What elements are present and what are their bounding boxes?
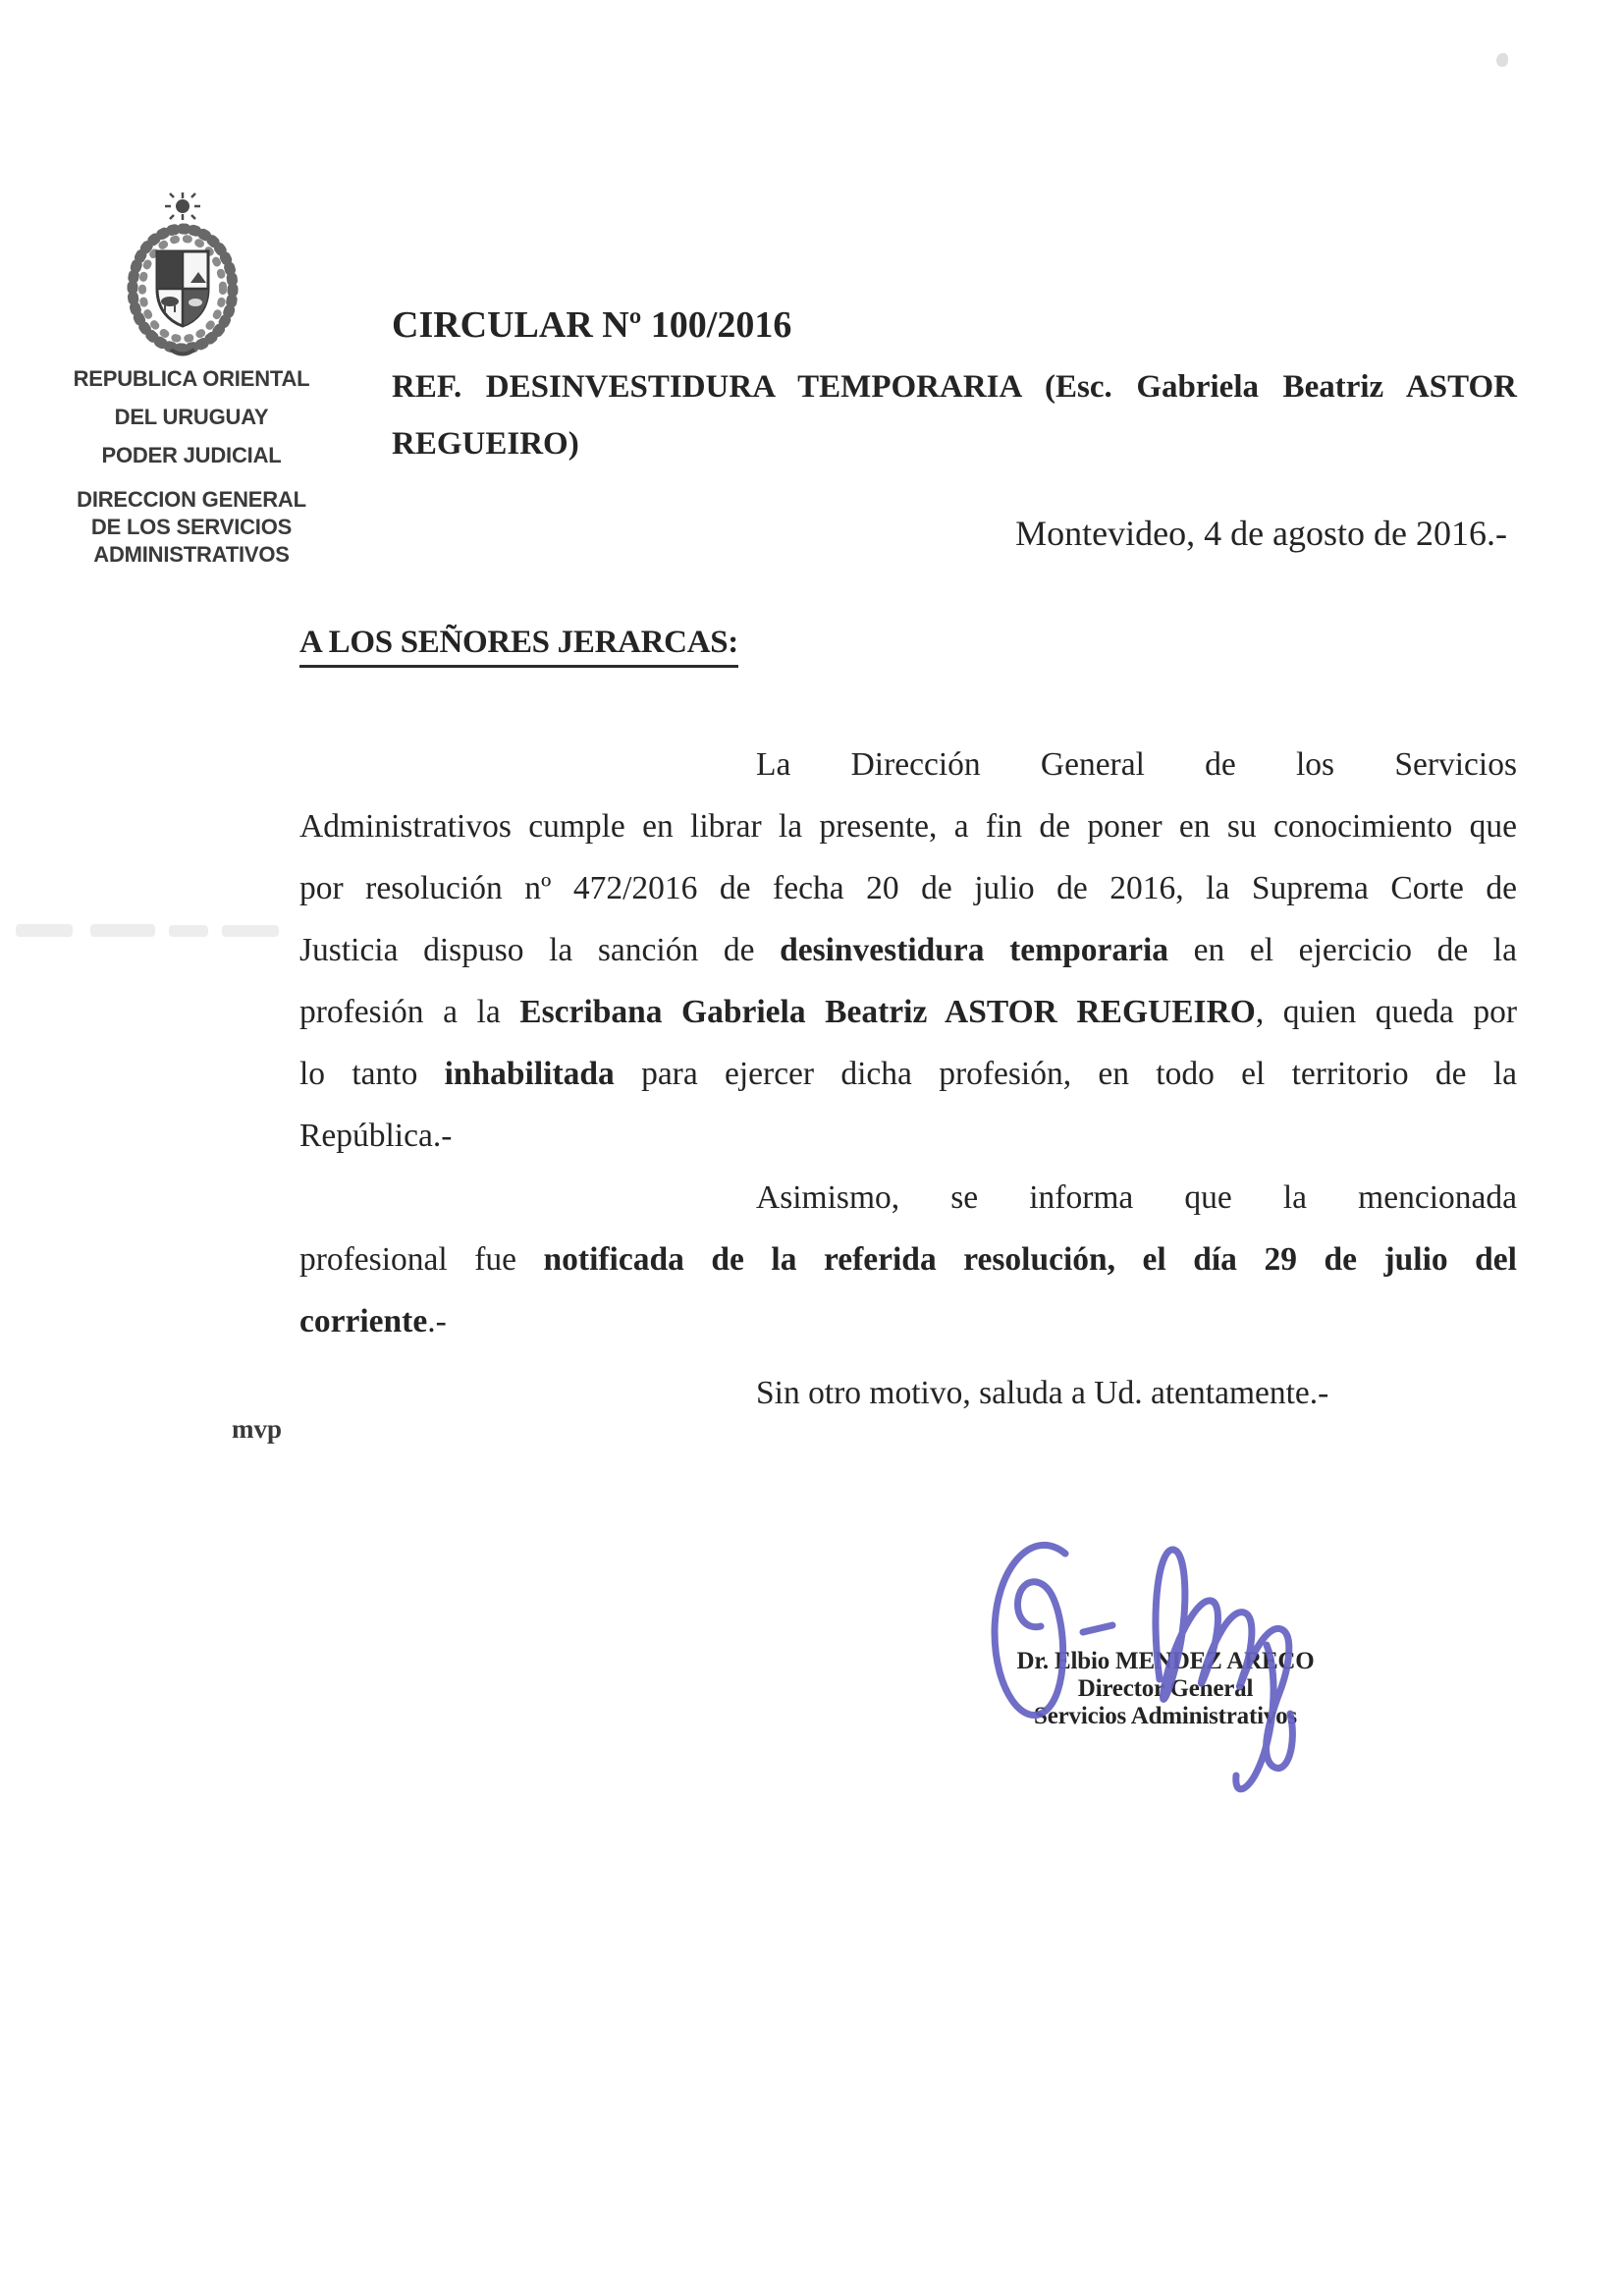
body-line [299,857,1517,919]
body-text-segment: por resolución nº 472/2016 de fecha 20 de julio de 2016, la Suprema Corte de [299,870,1517,906]
reference-line: REF. DESINVESTIDURA TEMPORARIA (Esc. Gabriela Beatriz ASTOR [392,369,1517,405]
body-text-segment: para ejercer dicha profesión, en todo el territorio de la [614,1056,1517,1092]
body-text-segment: Justicia dispuso la sanción de [299,932,781,968]
body-text-segment: República.- [299,1118,453,1154]
body-text-segment: profesional fue [299,1241,544,1278]
signer-title: Director General [1077,1675,1254,1702]
circular-number: CIRCULAR Nº 100/2016 [392,304,792,346]
body-line [299,981,1517,1043]
body-text-bold-segment: desinvestidura temporaria [780,932,1169,968]
signer-name: Dr. Elbio MENDEZ ARECO [1016,1648,1315,1674]
body-text-bold-segment: inhabilitada [444,1056,615,1092]
letterhead-line: DIRECCION GENERAL [77,487,306,512]
typist-initials: mvp [232,1414,283,1444]
body-line [299,1229,1517,1290]
body-text-bold-segment: corriente [299,1303,428,1339]
date-line: Montevideo, 4 de agosto de 2016.- [1015,514,1507,553]
body-text-bold-segment: notificada de la referida resolución, el día 29 de julio del [543,1241,1517,1278]
body-text-segment: Administrativos cumple en librar la presente, a fin de poner en su conocimiento que [299,808,1517,845]
body-text-segment: profesión a la [299,994,520,1030]
body-text-segment: Sin otro motivo, saluda a Ud. atentamente.- [756,1375,1329,1411]
salutation: A LOS SEÑORES JERARCAS: [299,625,738,668]
signature-block [994,1648,1337,1730]
signer-department: Servicios Administrativos [1034,1703,1297,1729]
scan-artifact [90,924,155,937]
body-line [299,1362,1517,1424]
body-text-segment: La Dirección General de los Servicios [756,746,1517,783]
body-text-segment: Asimismo, se informa que la mencionada [756,1179,1517,1216]
body-text-segment: .- [427,1303,447,1339]
scan-artifact [16,924,73,937]
body-text [299,734,1517,1424]
letterhead-line: DEL URUGUAY [114,405,269,429]
scan-artifact [169,925,208,937]
body-line [299,795,1517,857]
letterhead-line: DE LOS SERVICIOS [90,515,293,539]
body-line [299,1105,1517,1167]
body-text-segment: en el ejercicio de la [1168,932,1517,968]
letterhead [29,359,353,569]
body-text-segment: lo tanto [299,1056,445,1092]
body-text-segment: , quien queda por [1255,994,1517,1030]
body-line [299,1167,1517,1229]
body-line [299,919,1517,981]
scan-artifact [222,925,279,937]
uruguay-coat-of-arms-icon [114,191,251,359]
body-line [299,1043,1517,1105]
body-line [299,1290,1517,1352]
letterhead-line: ADMINISTRATIVOS [93,542,290,567]
letterhead-line: REPUBLICA ORIENTAL [73,366,310,391]
letterhead-line: PODER JUDICIAL [101,443,282,467]
reference-line: REGUEIRO) [392,426,579,462]
scan-artifact [1496,53,1508,67]
reference-subject [392,358,1517,472]
body-text-bold-segment: Escribana Gabriela Beatriz ASTOR REGUEIRO [519,994,1256,1030]
letterhead-division [29,486,353,569]
body-line [299,734,1517,795]
